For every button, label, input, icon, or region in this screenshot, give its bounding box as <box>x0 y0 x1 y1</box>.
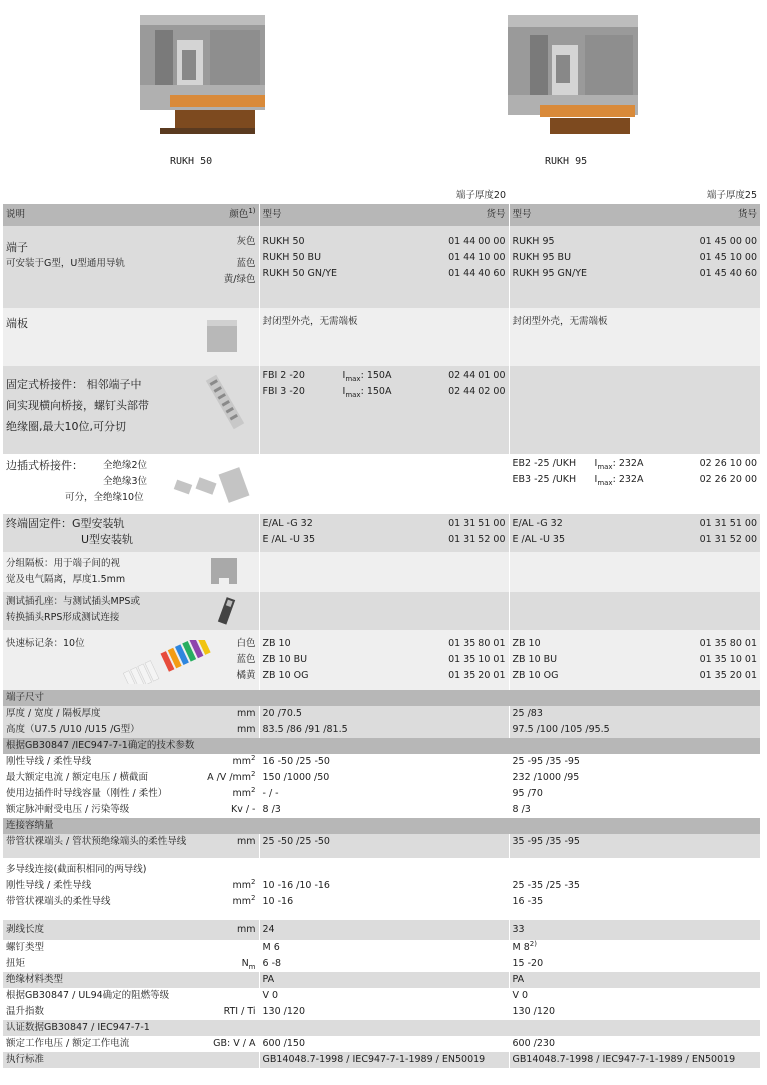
cert-title-row <box>3 1020 760 1036</box>
endclamp-sub: U型安装轨 <box>81 533 134 546</box>
thickness-right: 端子厚度25 <box>706 190 757 201</box>
dims-title: 端子尺寸 <box>6 692 45 703</box>
insul-row-1: 温升指数 RTI / Ti 130 /120 130 /120 <box>3 1004 760 1020</box>
product-image-rukh50 <box>130 10 280 145</box>
dims-right-1: 97.5 /100 /105 /95.5 <box>512 724 610 735</box>
header-model-left: 型号 <box>262 209 282 220</box>
endclamp-left-order-1: 01 31 52 00 <box>448 534 506 545</box>
tech-row-0: 刚性导线 / 柔性导线 $mm^2$ 16 -50 /25 -50 25 -95 /35 -95 <box>3 754 760 770</box>
tech-left-1: 150 /1000 /50 <box>259 770 509 786</box>
standard-label: 执行标准 <box>3 1052 259 1068</box>
endclamp-left-order-0: 01 31 51 00 <box>448 518 506 529</box>
edgebridge-order-1: 02 26 20 00 <box>699 474 757 485</box>
testsocket-line-0: 测试插孔座：与测试插头MPS或 <box>6 596 140 607</box>
fixbridge-model-1: FBI 3 -20 <box>262 386 305 397</box>
capacity-row: 带管状裸端头 / 管状预绝缘端头的柔性导线 mm 25 -50 /25 -50 35 -95 /35 -95 <box>3 834 760 858</box>
fixbridge-line-2: 绝缘圈,最大10位,可分切 <box>6 420 126 433</box>
terminal-right-model-0: RUKH 95 <box>512 236 555 247</box>
header-order-left: 货号 <box>486 209 506 220</box>
dims-left-1: 83.5 /86 /91 /81.5 <box>259 722 509 738</box>
endclamp-title: 终端固定件：G型安装轨 <box>6 517 125 530</box>
thickness-left: 端子厚度20 <box>455 190 506 201</box>
endclamp-left-model-1: E /AL -U 35 <box>262 534 316 545</box>
screw-row-0: 螺钉类型 M 6 M 8$^{2)}$ <box>3 940 760 956</box>
insul-row-0: 根据GB30847 / UL94确定的阻燃等级 V 0 V 0 <box>3 988 760 1004</box>
standard-right: GB14048.7-1998 / IEC947-7-1-1989 / EN50019 <box>512 1054 736 1065</box>
marker-right-order-0: 01 35 80 01 <box>699 638 757 649</box>
terminal-right-order-2: 01 45 40 60 <box>699 268 757 279</box>
screw-row-1: 扭矩 $N_m$ 6 -8 15 -20 <box>3 956 760 972</box>
partition-thumb-icon <box>207 554 243 590</box>
terminal-left-model-2: RUKH 50 GN/YE <box>262 268 338 279</box>
terminal-right-order-1: 01 45 10 00 <box>699 252 757 263</box>
product-caption-rukh50: RUKH 50 <box>170 156 213 167</box>
dims-row-0: 厚度 / 宽度 / 隔板厚度 mm 20 /70.5 25 /83 <box>3 706 760 722</box>
marker-color-1: 蓝色 <box>236 654 256 665</box>
endclamp-right-order-0: 01 31 51 00 <box>699 518 757 529</box>
dims-left-0: 20 /70.5 <box>259 706 509 722</box>
multi-left-1: 10 -16 <box>259 894 509 920</box>
tech-left-2: - / - <box>259 786 509 802</box>
insul-title: 绝缘材料类型 <box>3 972 259 988</box>
tech-right-1: 232 /1000 /95 <box>512 772 580 783</box>
terminal-color-2: 黄/绿色 <box>223 274 256 285</box>
standard-row <box>3 1052 760 1068</box>
marker-right-order-2: 01 35 20 01 <box>699 670 757 681</box>
edgebridge-order-0: 02 26 10 00 <box>699 458 757 469</box>
fixbridge-current-1: 150A <box>366 386 392 397</box>
marker-thumb-icon <box>121 640 221 684</box>
marker-color-0: 白色 <box>236 638 256 649</box>
standard-left: GB14048.7-1998 / IEC947-7-1-1989 / EN50019 <box>259 1052 509 1068</box>
multi-row-1: 带管状裸端头的柔性导线 $mm^2$ 10 -16 16 -35 <box>3 894 760 920</box>
terminal-left-order-1: 01 44 10 00 <box>448 252 506 263</box>
terminal-row <box>3 226 760 308</box>
spec-table <box>3 188 760 1068</box>
dims-row-1: 高度（U7.5 /U10 /U15 /G型） mm 83.5 /86 /91 /81.5 97.5 /100 /105 /95.5 <box>3 722 760 738</box>
capacity-right: 35 -95 /35 -95 <box>512 836 580 847</box>
cert-title: 认证数据GB30847 / IEC947-7-1 <box>6 1022 150 1033</box>
fixbridge-order-1: 02 44 02 00 <box>448 386 506 397</box>
endclamp-left-model-0: E/AL -G 32 <box>262 518 313 529</box>
edgebridge-line-2: 全绝缘3位 <box>103 476 148 487</box>
terminal-right-model-2: RUKH 95 GN/YE <box>512 268 588 279</box>
testsocket-line-1: 转换插头RPS形成测试连接 <box>6 612 120 623</box>
screw-right-0: M 8$^{2)}$ <box>512 940 537 953</box>
edgebridge-line-0: 边插式桥接件： <box>6 459 83 472</box>
testsocket-row <box>3 592 760 630</box>
insul-right-0: V 0 <box>512 990 529 1001</box>
cert-left: 600 /150 <box>259 1036 509 1052</box>
marker-title: 快速标记条：10位 <box>6 638 85 649</box>
fixbridge-model-0: FBI 2 -20 <box>262 370 305 381</box>
tech-right-0: 25 -95 /35 -95 <box>512 756 580 767</box>
tech-row-1: 最大额定电流 / 额定电压 / 横截面 A /V $/mm^2$ 150 /1000 /50 232 /1000 /95 <box>3 770 760 786</box>
edgebridge-row: 边插式桥接件： 全绝缘2位 全绝缘3位 可分，全绝缘10位 EB2 -25 /UKH $I_{max}$: 232A 02 26 10 00 EB3 -25 /UKH $I_{max}$: 232A 02 26 20 00 <box>3 454 760 514</box>
dims-right-0: 25 /83 <box>512 708 543 719</box>
terminal-left-order-2: 01 44 40 60 <box>448 268 506 279</box>
fixbridge-line-0: 固定式桥接件： 相邻端子中 <box>6 378 142 391</box>
partition-line-0: 分组隔板：用于端子间的视 <box>6 558 121 569</box>
terminal-right-order-0: 01 45 00 00 <box>699 236 757 247</box>
marker-left-order-1: 01 35 10 01 <box>448 654 506 665</box>
tech-right-3: 8 /3 <box>512 804 531 815</box>
multi-left-0: 10 -16 /10 -16 <box>259 878 509 894</box>
endplate-title: 端板 <box>6 317 28 330</box>
endplate-row <box>3 308 760 366</box>
dims-title-row <box>3 690 760 706</box>
screw-right-1: 15 -20 <box>512 958 544 969</box>
capacity-title-row <box>3 818 760 834</box>
marker-right-model-2: ZB 10 OG <box>512 670 559 681</box>
insul-title-row <box>3 972 760 988</box>
header-model-right: 型号 <box>512 209 532 220</box>
multi-title: 多导线连接(截面积相同的两导线) <box>6 864 147 875</box>
multi-right-0: 25 -35 /25 -35 <box>512 880 580 891</box>
partition-row <box>3 552 760 592</box>
screw-left-0: M 6 <box>259 940 509 956</box>
tech-left-0: 16 -50 /25 -50 <box>259 754 509 770</box>
marker-left-order-2: 01 35 20 01 <box>448 670 506 681</box>
fixbridge-thumb-icon <box>203 372 248 432</box>
marker-right-order-1: 01 35 10 01 <box>699 654 757 665</box>
endclamp-row <box>3 514 760 552</box>
tech-row-2: 使用边插件时导线容量（刚性 / 柔性） $mm^2$ - / - 95 /70 <box>3 786 760 802</box>
marker-left-model-1: ZB 10 BU <box>262 654 308 665</box>
header-row <box>3 204 760 226</box>
insul-right-1: 130 /120 <box>512 1006 555 1017</box>
terminal-left-model-0: RUKH 50 <box>262 236 305 247</box>
terminal-color-0: 灰色 <box>236 236 256 247</box>
marker-left-order-0: 01 35 80 01 <box>448 638 506 649</box>
header-color: 颜色$^{1)}$ <box>229 206 256 220</box>
fixbridge-line-1: 间实现横向桥接，螺钉头部带 <box>6 399 149 412</box>
marker-right-model-0: ZB 10 <box>512 638 541 649</box>
testsocket-thumb-icon <box>215 596 239 626</box>
tech-title: 根据GB30847 /IEC947-7-1确定的技术参数 <box>6 740 195 751</box>
insul-left: PA <box>259 972 509 988</box>
strip-left: 24 <box>259 920 509 940</box>
multi-title-row <box>3 858 760 878</box>
multi-right-1: 16 -35 <box>512 896 544 907</box>
cert-right: 600 /230 <box>512 1038 555 1049</box>
capacity-left: 25 -50 /25 -50 <box>259 834 509 858</box>
endplate-right: 封闭型外壳，无需端板 <box>512 316 608 327</box>
fixbridge-row: 固定式桥接件： 相邻端子中 间实现横向桥接，螺钉头部带 绝缘圈,最大10位,可分切 FBI 2 -20 $I_{max}$: 150A 02 44 01 00 FBI 3 -20 $I_{max}$: 150A 02 44 02 00 <box>3 366 760 454</box>
terminal-left-model-1: RUKH 50 BU <box>262 252 322 263</box>
marker-right-model-1: ZB 10 BU <box>512 654 558 665</box>
endclamp-right-model-1: E /AL -U 35 <box>512 534 566 545</box>
cert-row: 额定工作电压 / 额定工作电流 GB: V / A 600 /150 600 /230 <box>3 1036 760 1052</box>
edgebridge-line-1: 全绝缘2位 <box>103 460 148 471</box>
endclamp-right-order-1: 01 31 52 00 <box>699 534 757 545</box>
edgebridge-line-3: 可分，全绝缘10位 <box>65 492 144 503</box>
terminal-left-order-0: 01 44 00 00 <box>448 236 506 247</box>
marker-color-2: 橘黄 <box>236 670 256 681</box>
product-caption-rukh95: RUKH 95 <box>545 156 588 167</box>
endplate-left: 封闭型外壳，无需端板 <box>259 308 509 366</box>
capacity-title: 连接容纳量 <box>6 820 54 831</box>
partition-line-1: 觉及电气隔离，厚度1.5mm <box>6 574 126 585</box>
endplate-thumb-icon <box>203 316 243 356</box>
header-order-right: 货号 <box>737 209 757 220</box>
marker-row <box>3 630 760 690</box>
marker-left-model-0: ZB 10 <box>262 638 291 649</box>
screw-left-1: 6 -8 <box>259 956 509 972</box>
edgebridge-thumb-icon <box>173 464 253 509</box>
product-image-rukh95 <box>500 10 650 145</box>
terminal-title: 端子 <box>6 241 28 254</box>
multi-row-0: 刚性导线 / 柔性导线 $mm^2$ 10 -16 /10 -16 25 -35 /25 -35 <box>3 878 760 894</box>
insul-left-0: V 0 <box>259 988 509 1004</box>
header-desc: 说明 <box>6 209 26 220</box>
tech-title-row <box>3 738 760 754</box>
terminal-color-1: 蓝色 <box>236 258 256 269</box>
strip-row: 剥线长度 mm 24 33 <box>3 920 760 940</box>
strip-right: 33 <box>512 924 525 935</box>
tech-row-3: 额定脉冲耐受电压 / 污染等级 Kv / - 8 /3 8 /3 <box>3 802 760 818</box>
marker-left-model-2: ZB 10 OG <box>262 670 309 681</box>
insul-right: PA <box>512 974 525 985</box>
edgebridge-current-0: 232A <box>618 458 644 469</box>
edgebridge-model-0: EB2 -25 /UKH <box>512 458 577 469</box>
thickness-row <box>3 188 760 204</box>
fixbridge-order-0: 02 44 01 00 <box>448 370 506 381</box>
tech-right-2: 95 /70 <box>512 788 543 799</box>
fixbridge-current-0: 150A <box>366 370 392 381</box>
tech-left-3: 8 /3 <box>259 802 509 818</box>
edgebridge-current-1: 232A <box>618 474 644 485</box>
terminal-right-model-1: RUKH 95 BU <box>512 252 572 263</box>
insul-left-1: 130 /120 <box>259 1004 509 1020</box>
endclamp-right-model-0: E/AL -G 32 <box>512 518 563 529</box>
terminal-sub: 可安装于G型，U型通用导轨 <box>6 258 125 269</box>
edgebridge-model-1: EB3 -25 /UKH <box>512 474 577 485</box>
